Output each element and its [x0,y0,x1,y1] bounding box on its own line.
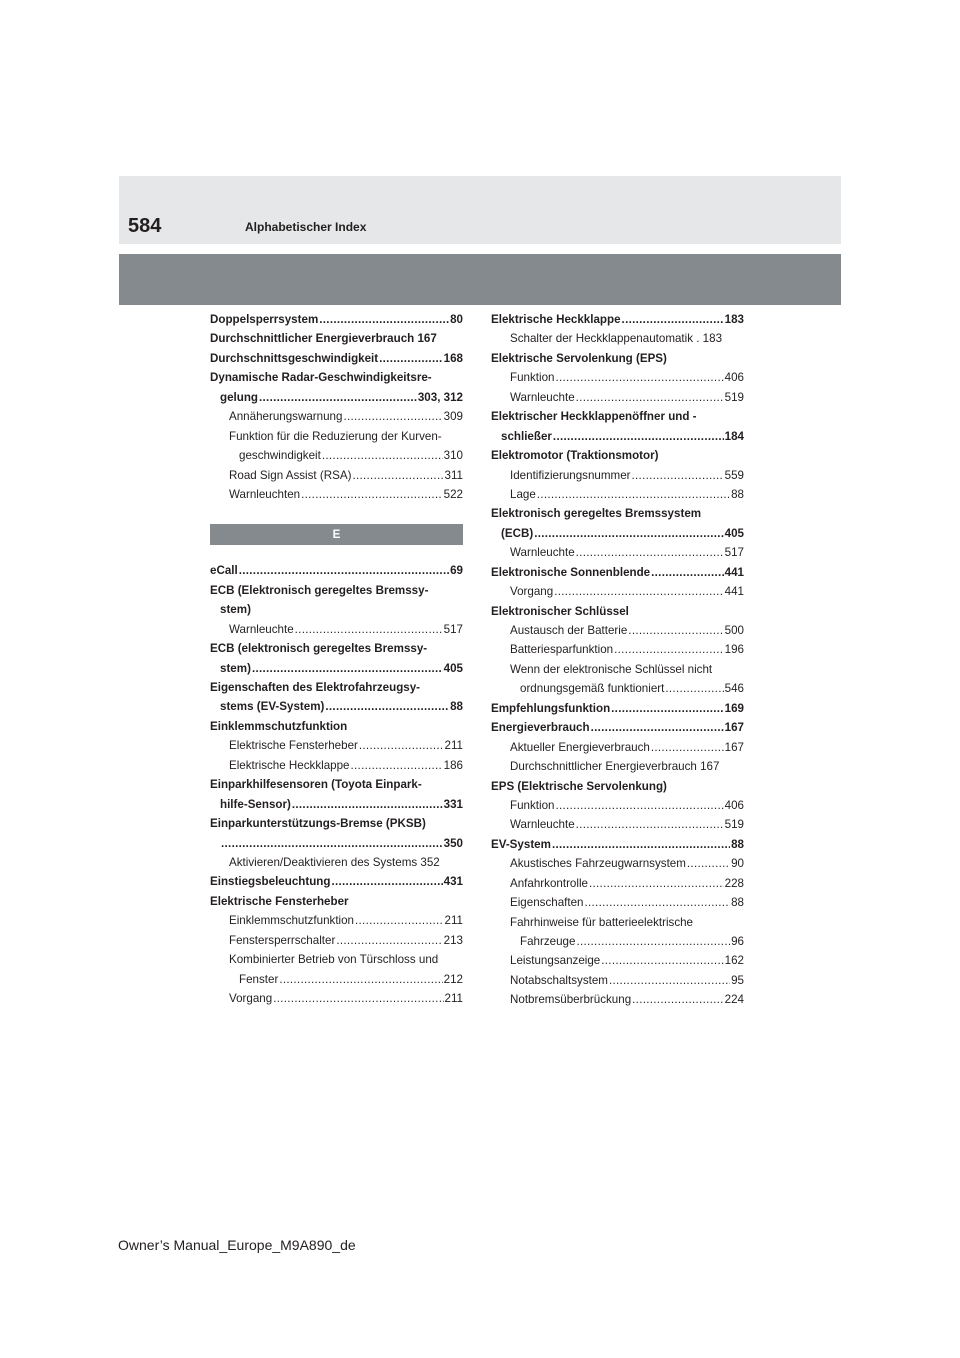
index-entry [491,310,744,329]
index-entry-page: 88 [450,700,463,714]
index-entry [491,368,744,387]
index-leader-dots [359,736,444,755]
index-entry: Dynamische Radar-Geschwindigkeitsre- [210,371,432,385]
index-entry-page: 88 [731,896,744,910]
index-entry [210,834,463,853]
index-entry-page: 211 [444,992,463,1005]
index-entry [210,795,463,814]
index-leader-dots [665,679,723,698]
index-entry-term: Anfahrkontrolle [510,876,588,890]
index-entry [210,485,463,504]
index-entry: Elektrischer Heckklappenöffner und - [491,410,697,424]
index-leader-dots [239,561,449,580]
index-entry-page: 80 [450,313,463,326]
index-entry-term: Batteriesparfunktion [510,643,614,657]
index-entry-page: 331 [443,797,463,811]
index-leader-dots [555,368,723,387]
index-leader-dots [576,388,724,407]
index-entry [210,407,463,426]
index-entry-page: 88 [731,837,744,851]
index-entry [491,621,744,640]
index-entry-page: 309 [443,410,463,424]
index-leader-dots [322,446,443,465]
index-entry-term: geschwindigkeit [239,449,321,463]
index-leader-dots [609,971,730,990]
index-entry: Einparkhilfesensoren (Toyota Einpark- [210,778,422,792]
index-entry: Fahrhinweise für batterieelektrische [510,915,694,929]
index-entry-term: Akustisches Fahrzeugwarnsystem [510,857,686,871]
index-entry [491,854,744,873]
index-entry [491,543,744,562]
index-entry-page: 213 [443,933,463,947]
index-entry [210,388,463,407]
index-entry-page: 441 [724,585,744,599]
index-leader-dots [576,815,724,834]
index-entry [491,951,744,970]
index-entry: Elektrische Servolenkung (EPS) [491,351,667,365]
index-entry-term: gelung [220,390,258,404]
index-leader-dots [534,524,723,543]
index-entry [210,466,463,485]
index-entry-term: Einklemmschutzfunktion [229,914,355,928]
index-entry-page: 167 [724,721,744,735]
index-leader-dots [292,795,443,814]
index-entry [491,582,744,601]
index-entry-page: 162 [724,954,744,968]
index-leader-dots [355,911,444,930]
index-leader-dots [622,310,724,329]
index-entry: Durchschnittlicher Energieverbrauch 167 [210,332,437,346]
index-entry-term: EV-System [491,837,551,851]
index-entry-term: Warnleuchten [229,487,301,501]
index-entry [491,796,744,815]
index-leader-dots [601,951,723,970]
index-entry-term: eCall [210,564,238,578]
index-leader-dots [352,466,443,485]
index-entry-page: 228 [724,876,744,890]
index-entry [491,815,744,834]
index-entry: Elektronisch geregeltes Bremssystem [491,507,702,521]
index-leader-dots [576,932,730,951]
index-entry-page: 186 [443,758,463,772]
index-entry-term: Einstiegsbeleuchtung [210,875,331,889]
header-band [119,254,841,305]
index-leader-dots [576,543,724,562]
index-leader-dots [221,834,443,853]
index-entry [491,718,744,737]
index-entry-term: Elektronische Sonnenblende [491,565,651,579]
index-entry-term: Notabschaltsystem [510,973,608,987]
index-leader-dots [611,699,724,718]
index-entry [210,659,463,678]
index-entry [491,466,744,485]
index-entry-page: 406 [724,371,744,385]
index-entry-term: Fahrzeuge [520,935,576,948]
index-entry-page: 168 [443,351,463,365]
index-entry [210,989,463,1008]
index-entry [491,893,744,912]
index-entry-term: Vorgang [510,585,554,599]
index-leader-dots [252,659,443,678]
index-entry-term: ordnungsgemäß funktioniert [520,682,665,696]
index-leader-dots [343,407,442,426]
index-entry-term: Eigenschaften [510,896,584,910]
index-entry-term: Lage [510,487,536,501]
index-entry-page: 350 [443,836,463,850]
index-entry-term: Elektrische Fensterheber [229,739,358,753]
index-leader-dots [301,485,443,504]
index-leader-dots [295,620,443,639]
index-leader-dots [651,563,724,582]
index-entry [491,563,744,582]
index-entry [491,932,744,951]
index-column-right [491,310,744,1010]
index-entry-term: Elektrische Heckklappe [491,313,621,326]
index-leader-dots [591,718,724,737]
index-entry-term: hilfe-Sensor) [220,797,291,811]
index-entry [210,349,463,368]
index-entry [210,697,463,716]
page-number: 584 [128,215,162,237]
index-entry: Kombinierter Betrieb von Türschloss und [229,953,439,967]
index-entry-term: Warnleuchte [510,546,575,560]
index-entry-page: 517 [724,546,744,560]
index-entry-term: Identifizierungsnummer [510,468,631,482]
index-entry [491,524,744,543]
index-entry-page: 183 [724,313,744,326]
index-entry-term: Funktion [510,798,555,812]
index-entry [491,699,744,718]
index-leader-dots [651,738,724,757]
index-entry-page: 303, 312 [417,390,463,404]
index-entry: EPS (Elektrische Servolenkung) [491,779,667,793]
index-entry-term: Doppelsperrsystem [210,313,319,326]
index-entry-term: Warnleuchte [510,390,575,404]
index-entry-page: 96 [731,935,744,948]
header-bar [119,176,841,244]
index-entry-page: 519 [724,390,744,404]
index-entries-e [210,561,463,1008]
index-entry-page: 431 [443,875,463,889]
index-entry-page: 559 [724,468,744,482]
index-entry-page: 69 [450,564,463,578]
index-leader-dots [553,427,724,446]
index-entry: Eigenschaften des Elektrofahrzeugsy- [210,681,421,694]
index-entry-term: Energieverbrauch [491,721,590,735]
index-entry: Schalter der Heckklappenautomatik . 183 [510,332,723,346]
index-entry-page: 546 [724,682,744,696]
index-entry-page: 211 [444,914,463,928]
footer-manual-id: Owner’s Manual_Europe_M9A890_de [118,1237,356,1253]
index-leader-dots [628,621,723,640]
index-entry [210,931,463,950]
index-leader-dots [279,970,442,989]
index-leader-dots [632,466,724,485]
index-entry [491,640,744,659]
index-entry: Wenn der elektronische Schlüssel nicht [510,662,713,676]
index-leader-dots [273,989,443,1008]
index-leader-dots [259,388,417,407]
index-entry: Funktion für die Reduzierung der Kurven- [229,429,442,443]
index-entry [491,427,744,446]
index-leader-dots [379,349,443,368]
index-entry-term: Funktion [510,371,555,385]
index-entry [491,679,744,698]
index-entry [210,446,463,465]
index-entry [491,874,744,893]
index-entry [491,485,744,504]
index-entry [491,388,744,407]
index-leader-dots [584,893,730,912]
index-leader-dots [537,485,730,504]
index-entry-page: 196 [724,643,744,657]
index-entry-term: Fenstersperrschalter [229,933,336,947]
index-entry-page: 167 [724,740,744,754]
index-entry-term: stem) [220,661,251,675]
index-entry-page: 224 [724,993,744,1007]
index-entry [210,310,463,329]
index-entry [491,835,744,854]
index-entry: Einklemmschutzfunktion [210,719,348,733]
index-entry-page: 517 [443,622,463,636]
index-entry: Elektrische Fensterheber [210,894,349,908]
index-leader-dots [614,640,724,659]
index-entry-term: Durchschnittsgeschwindigkeit [210,351,379,365]
index-entry [491,738,744,757]
index-entry-term: Elektrische Heckklappe [229,758,350,772]
index-entry-term: Aktueller Energieverbrauch [510,740,650,754]
index-leader-dots [687,854,730,873]
index-leader-dots [319,310,449,329]
index-entry-page: 441 [724,565,744,579]
index-leader-dots [554,582,723,601]
index-leader-dots [351,756,443,775]
index-entry-term: schließer [501,429,552,443]
index-leader-dots [555,796,723,815]
index-entry-page: 519 [724,818,744,832]
index-entry-page: 184 [724,429,744,443]
index-entry-term: Empfehlungsfunktion [491,701,611,715]
index-leader-dots [331,872,442,891]
index-entry-term: stems (EV-System) [220,700,325,714]
index-entry-page: 522 [443,487,463,501]
index-entry [210,872,463,891]
index-leader-dots [632,990,724,1009]
index-leader-dots [336,931,442,950]
index-leader-dots [325,697,449,716]
index-entry-term: Vorgang [229,992,273,1005]
index-entry-page: 212 [443,972,463,986]
index-entry: stem) [220,603,251,617]
index-entry-page: 405 [443,661,463,675]
index-entry-page: 500 [724,624,744,637]
index-entry-term: Notbremsüberbrückung [510,993,632,1007]
index-entry: Elektronischer Schlüssel [491,604,629,618]
index-entry [210,970,463,989]
index-leader-dots [552,835,730,854]
index-column-left [210,310,463,1008]
index-entry [210,620,463,639]
index-entry-page: 90 [731,857,744,871]
letter-heading: E [210,524,463,545]
index-entry-page: 406 [724,798,744,812]
index-entry-term: Leistungsanzeige [510,954,601,968]
index-entry: Einparkunterstützungs-Bremse (PKSB) [210,817,426,831]
index-entries-d [210,310,463,504]
index-entry-term: Fenster [239,972,279,986]
index-entry: Elektromotor (Traktionsmotor) [491,449,659,463]
section-title: Alphabetischer Index [245,220,367,234]
index-entry: Durchschnittlicher Energieverbrauch 167 [510,760,720,774]
index-entry [491,971,744,990]
index-entry-page: 211 [444,739,463,753]
index-entry-term: Warnleuchte [510,818,575,832]
index-entry: ECB (elektronisch geregeltes Bremssy- [210,642,428,656]
index-entry: Aktivieren/Deaktivieren des Systems 352 [229,855,440,869]
index-entries-e-continued [491,310,744,1010]
index-entry [491,990,744,1009]
index-entry [210,736,463,755]
index-entry-term: Annäherungswarnung [229,410,343,424]
index-entry-term: Austausch der Batterie [510,624,628,637]
index-entry [210,911,463,930]
index-entry-term: Road Sign Assist (RSA) [229,468,352,482]
index-entry [210,756,463,775]
index-entry-page: 88 [731,487,744,501]
index-leader-dots [589,874,724,893]
index-entry-page: 95 [731,973,744,987]
index-entry-page: 310 [443,449,463,463]
index-entry-page: 405 [724,526,744,540]
index-entry [210,561,463,580]
index-entry-page: 311 [444,468,463,482]
index-entry-page: 169 [724,701,744,715]
index-entry-term: (ECB) [501,526,534,540]
index-entry: ECB (Elektronisch geregeltes Bremssy- [210,583,429,597]
index-entry-term: Warnleuchte [229,622,294,636]
